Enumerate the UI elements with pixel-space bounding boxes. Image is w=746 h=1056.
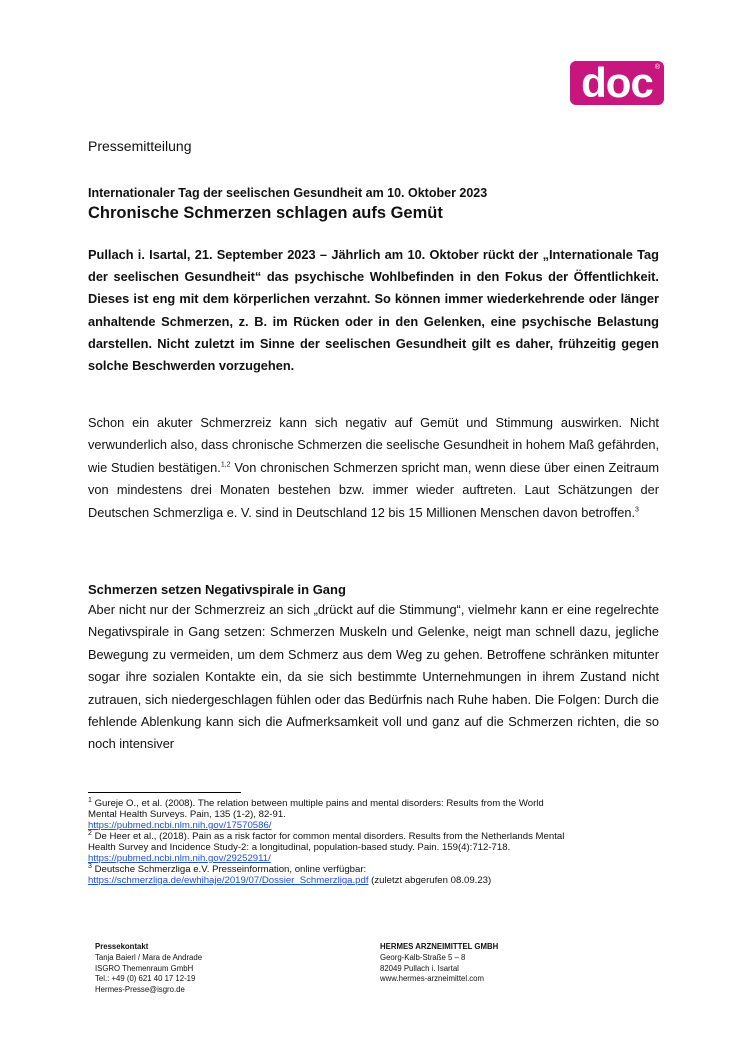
footnote-1-link-line — [88, 820, 668, 831]
footnote-ref-3: 3 — [635, 506, 639, 514]
document-type: Pressemitteilung — [88, 138, 192, 154]
body-paragraph-1 — [88, 412, 659, 524]
footnote-1-number: 1 — [88, 796, 92, 804]
company-city: 82049 Pullach i. Isartal — [380, 963, 459, 973]
logo-text: doc — [581, 59, 653, 106]
footnote-2-text: De Heer et al., (2018). Pain as a risk factor for common mental disorders. Results from the Netherlands Mental — [91, 831, 565, 842]
body-paragraph-2: Aber nicht nur der Schmerzreiz an sich „drückt auf die Stimmung“, vielmehr kann er eine regelrechte Negativspirale in Gang setzen: Schmerzen Muskeln und Gelenke, neigt man schnell dazu, jegliche Bewegung zu vermeiden, um dem Schmerz aus dem Weg zu gehen. Betroffene schränken mitunter sogar ihre sozialen Kontakte ein, da sie sich bestimmte Unternehmungen in ihrem Zustand nicht zutrauen, sich niedergeschlagen fühlen oder das Bedürfnis nach Ruhe haben. Die Folgen: Durch die fehlende Ablenkung kann sich die Aufmerksamkeit voll und ganz auf die Schmerzen richten, die so noch intensiver — [88, 602, 659, 752]
lead-paragraph: Pullach i. Isartal, 21. September 2023 – Jährlich am 10. Oktober rückt der „Internationale Tag der seelischen Gesundheit“ das psychische Wohlbefinden in den Fokus der Öffentlichkeit. Dieses ist eng mit dem körperlichen verzahnt. So können immer wiederkehrende oder länger anhaltende Schmerzen, z. B. im Rücken oder in den Gelenken, eine psychische Belastung darstellen. Nicht zuletzt im Sinne der seelischen Gesundheit gilt es daher, frühzeitig gegen solche Beschwerden vorzugehen. — [88, 247, 659, 374]
footnote-2-line-2: Health Survey and Incidence Study-2: a longitudinal, population-based study. Pain. 159(4):712-718. — [88, 842, 511, 853]
footnote-ref-1-2: 1,2 — [220, 461, 231, 469]
footnote-3-link[interactable]: https://schmerzliga.de/ewhihaje/2019/07/Dossier_Schmerzliga.pdf — [88, 875, 369, 886]
footnote-2-line-1 — [88, 831, 668, 842]
footnote-1-line-2: Mental Health Surveys. Pain, 135 (1-2), 82-91. — [88, 809, 286, 820]
registered-mark: ® — [654, 64, 660, 71]
press-contact — [95, 942, 202, 996]
company-name: HERMES ARZNEIMITTEL GMBH — [380, 942, 499, 951]
press-contact-names: Tanja Baierl / Mara de Andrade — [95, 952, 203, 962]
page-title: Chronische Schmerzen schlagen aufs Gemüt — [88, 204, 443, 222]
company-street: Georg-Kalb-Straße 5 – 8 — [380, 952, 466, 962]
body1-text-b: Von chronischen Schmerzen spricht man, wenn diese über einen Zeitraum von mindestens drei Monaten bestehen bzw. immer wieder auftreten. Laut Schätzungen der Deutschen Schmerzliga e. V. sind in Deutschland 12 bis 15 Millionen Menschen davon betroffen. — [88, 459, 660, 520]
press-contact-phone: Tel.: +49 (0) 621 40 17 12-19 — [95, 974, 196, 984]
footnote-1-line-1 — [88, 798, 668, 809]
company-website: www.hermes-arzneimittel.com — [380, 974, 484, 984]
press-contact-company: ISGRO Themenraum GmbH — [95, 963, 194, 973]
footnotes — [88, 798, 668, 886]
footnote-3-tail: (zuletzt abgerufen 08.09.23) — [368, 875, 492, 886]
company-address — [380, 942, 498, 985]
footnote-1-text: Gureje O., et al. (2008). The relation between multiple pains and mental disorders: Results from the World — [91, 798, 544, 809]
body1-text-a: Schon ein akuter Schmerzreiz kann sich negativ auf Gemüt und Stimmung auswirken. Nicht verwunderlich also, dass chronische Schmerzen die seelische Gesundheit in hohem Maß gefährden, wie Studien bestätigen. — [88, 415, 659, 475]
press-contact-heading: Pressekontakt — [95, 942, 149, 951]
footnote-2-link[interactable]: https://pubmed.ncbi.nlm.nih.gov/29252911/ — [88, 853, 271, 864]
footnote-2-link-line — [88, 853, 668, 864]
press-contact-email: Hermes-Presse@isgro.de — [95, 985, 185, 995]
subheading: Internationaler Tag der seelischen Gesundheit am 10. Oktober 2023 — [88, 186, 488, 200]
footnote-3-line-1 — [88, 864, 668, 875]
footnote-2-number: 2 — [88, 829, 92, 837]
footnote-3-text: Deutsche Schmerzliga e.V. Presseinformation, online verfügbar: — [91, 864, 367, 875]
section-heading: Schmerzen setzen Negativspirale in Gang — [88, 582, 346, 597]
footnote-3-number: 3 — [88, 862, 92, 870]
footnote-divider — [88, 792, 241, 793]
footnote-1-link[interactable]: https://pubmed.ncbi.nlm.nih.gov/17570586/ — [88, 820, 272, 831]
doc-logo — [570, 61, 664, 105]
footnote-3-link-line — [88, 875, 668, 886]
